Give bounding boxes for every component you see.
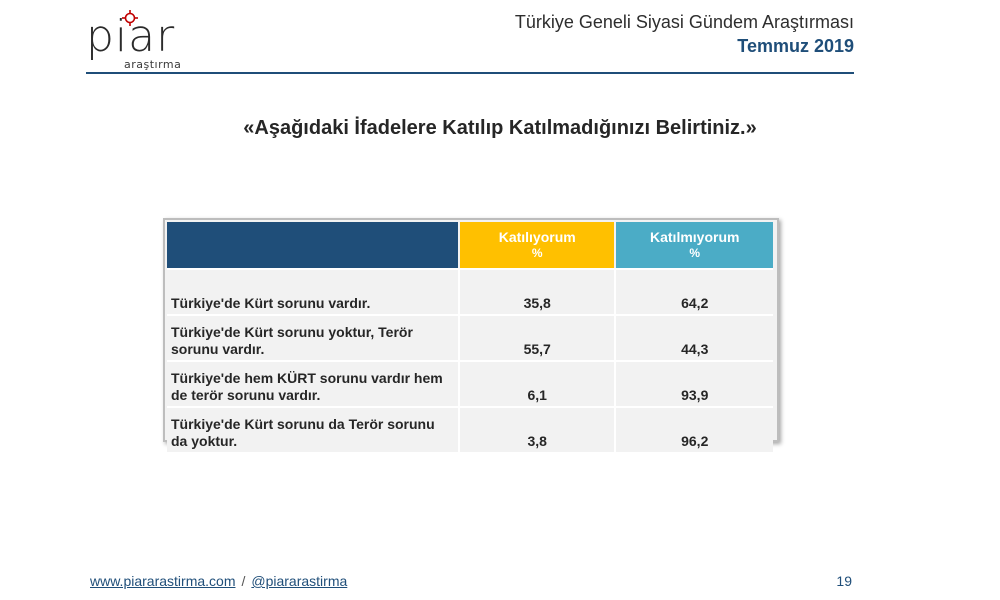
header-agree-label: Katılıyorum xyxy=(498,229,576,245)
crosshair-icon xyxy=(122,10,138,26)
row-statement: Türkiye'de Kürt sorunu yoktur, Terör sorunu vardır. xyxy=(167,314,458,360)
footer-separator: / xyxy=(241,573,246,589)
header-blank-cell xyxy=(167,222,458,268)
table-row xyxy=(167,406,773,452)
header-disagree-unit: % xyxy=(689,246,701,260)
page-number: 19 xyxy=(836,573,852,589)
piar-logo xyxy=(86,8,196,70)
row-disagree-value: 44,3 xyxy=(614,314,773,360)
social-handle-link[interactable]: @piararastirma xyxy=(251,573,348,589)
header-agree-unit: % xyxy=(531,246,543,260)
results-table-frame xyxy=(163,218,779,449)
row-agree-value: 6,1 xyxy=(458,360,615,406)
row-agree-value: 35,8 xyxy=(458,268,615,314)
header-agree-cell xyxy=(458,222,615,268)
report-title: Türkiye Geneli Siyasi Gündem Araştırması xyxy=(514,12,854,32)
table-row xyxy=(167,268,773,314)
website-link[interactable]: www.piararastirma.com xyxy=(90,573,236,589)
header-divider xyxy=(86,72,854,74)
report-date: Temmuz 2019 xyxy=(737,36,854,56)
row-statement: Türkiye'de Kürt sorunu da Terör sorunu da yoktur. xyxy=(167,406,458,452)
row-agree-value: 55,7 xyxy=(458,314,615,360)
header-disagree-cell xyxy=(614,222,773,268)
row-agree-value: 3,8 xyxy=(458,406,615,452)
row-statement: Türkiye'de hem KÜRT sorunu vardır hem de terör sorunu vardır. xyxy=(167,360,458,406)
question-heading: «Aşağıdaki İfadelere Katılıp Katılmadığınızı Belirtiniz.» xyxy=(243,117,757,139)
row-disagree-value: 93,9 xyxy=(614,360,773,406)
table-row xyxy=(167,360,773,406)
header-disagree-label: Katılmıyorum xyxy=(650,229,740,245)
row-disagree-value: 96,2 xyxy=(614,406,773,452)
logo-wordmark: piar xyxy=(86,11,176,62)
footer-links xyxy=(90,573,347,589)
table-row xyxy=(167,314,773,360)
row-statement: Türkiye'de Kürt sorunu vardır. xyxy=(167,268,458,314)
table-header-row xyxy=(167,222,773,268)
logo-subtitle: araştırma xyxy=(124,58,182,71)
row-disagree-value: 64,2 xyxy=(614,268,773,314)
results-table xyxy=(167,222,773,452)
